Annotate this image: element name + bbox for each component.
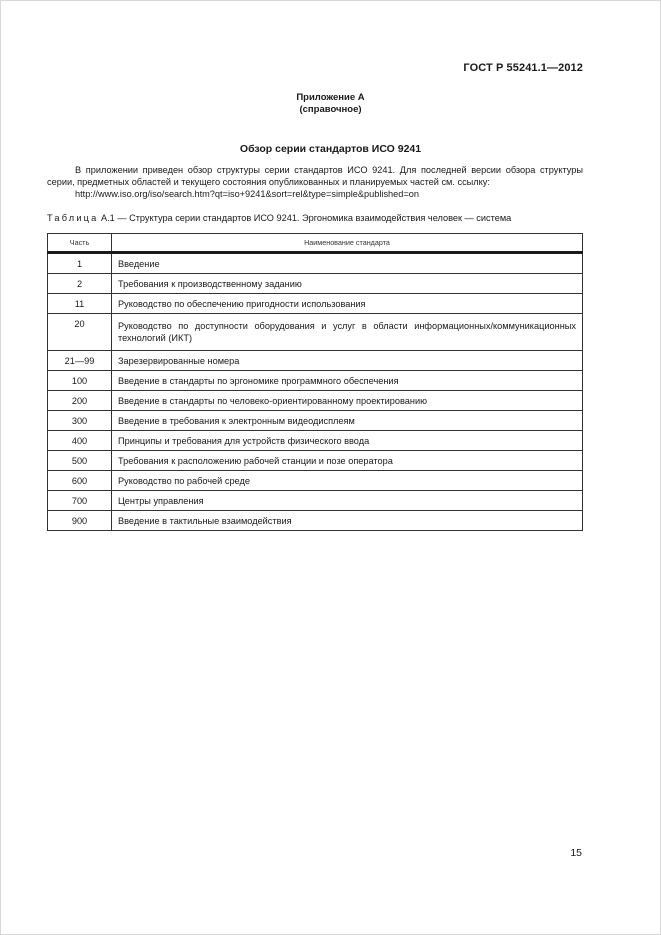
document-code: ГОСТ Р 55241.1—2012 xyxy=(463,62,583,74)
table-caption xyxy=(47,213,587,223)
table-row xyxy=(48,451,583,471)
name-cell: Руководство по доступности оборудования и услуг в области информационных/коммуникационных технологий (ИКТ) xyxy=(112,314,583,351)
section-title: Обзор серии стандартов ИСО 9241 xyxy=(239,143,422,155)
name-cell: Введение в требования к электронным видеодисплеям xyxy=(112,411,583,431)
table-row xyxy=(48,294,583,314)
part-cell: 700 xyxy=(48,491,112,511)
name-cell: Принципы и требования для устройств физического ввода xyxy=(112,431,583,451)
part-cell: 600 xyxy=(48,471,112,491)
name-cell: Введение в стандарты по эргономике программного обеспечения xyxy=(112,371,583,391)
part-cell: 400 xyxy=(48,431,112,451)
intro-paragraph: В приложении приведен обзор структуры серии стандартов ИСО 9241. Для последней версии обзора структуры серии, предметных областей и текущего состояния опубликованных и планируемых частей см. ссылку: xyxy=(47,165,583,187)
name-cell: Зарезервированные номера xyxy=(112,351,583,371)
name-cell: Требования к расположению рабочей станции и позе оператора xyxy=(112,451,583,471)
table-row xyxy=(48,471,583,491)
part-cell: 900 xyxy=(48,511,112,531)
column-header-name: Наименование стандарта xyxy=(112,234,583,253)
name-cell: Введение в стандарты по человеко-ориентированному проектированию xyxy=(112,391,583,411)
table-row xyxy=(48,431,583,451)
part-cell: 11 xyxy=(48,294,112,314)
part-cell: 2 xyxy=(48,274,112,294)
table-row xyxy=(48,274,583,294)
appendix-subtitle: (справочное) xyxy=(299,104,362,115)
table-row xyxy=(48,491,583,511)
reference-url: http://www.iso.org/iso/search.htm?qt=iso+9241&sort=rel&type=simple&published=on xyxy=(75,189,419,199)
part-cell: 1 xyxy=(48,253,112,274)
table-header-row xyxy=(48,234,583,253)
table-row xyxy=(48,371,583,391)
name-cell: Центры управления xyxy=(112,491,583,511)
table-row xyxy=(48,314,583,351)
name-cell: Руководство по обеспечению пригодности использования xyxy=(112,294,583,314)
part-cell: 20 xyxy=(48,314,112,351)
part-cell: 200 xyxy=(48,391,112,411)
table-row xyxy=(48,511,583,531)
part-cell: 500 xyxy=(48,451,112,471)
appendix-title: Приложение А xyxy=(296,92,365,103)
standards-table xyxy=(47,233,583,531)
name-cell: Требования к производственному заданию xyxy=(112,274,583,294)
table-caption-label: Таблица xyxy=(47,213,99,223)
column-header-part: Часть xyxy=(48,234,112,253)
intro-text xyxy=(47,164,583,200)
name-cell: Руководство по рабочей среде xyxy=(112,471,583,491)
part-cell: 300 xyxy=(48,411,112,431)
table-row xyxy=(48,391,583,411)
page-number: 15 xyxy=(570,847,582,859)
name-cell: Введение xyxy=(112,253,583,274)
part-cell: 100 xyxy=(48,371,112,391)
appendix-heading xyxy=(0,92,661,116)
table-row xyxy=(48,253,583,274)
part-cell: 21—99 xyxy=(48,351,112,371)
table-caption-text: А.1 — Структура серии стандартов ИСО 9241. Эргономика взаимодействия человек — система xyxy=(98,213,512,223)
name-cell: Введение в тактильные взаимодействия xyxy=(112,511,583,531)
table-row xyxy=(48,351,583,371)
table-row xyxy=(48,411,583,431)
